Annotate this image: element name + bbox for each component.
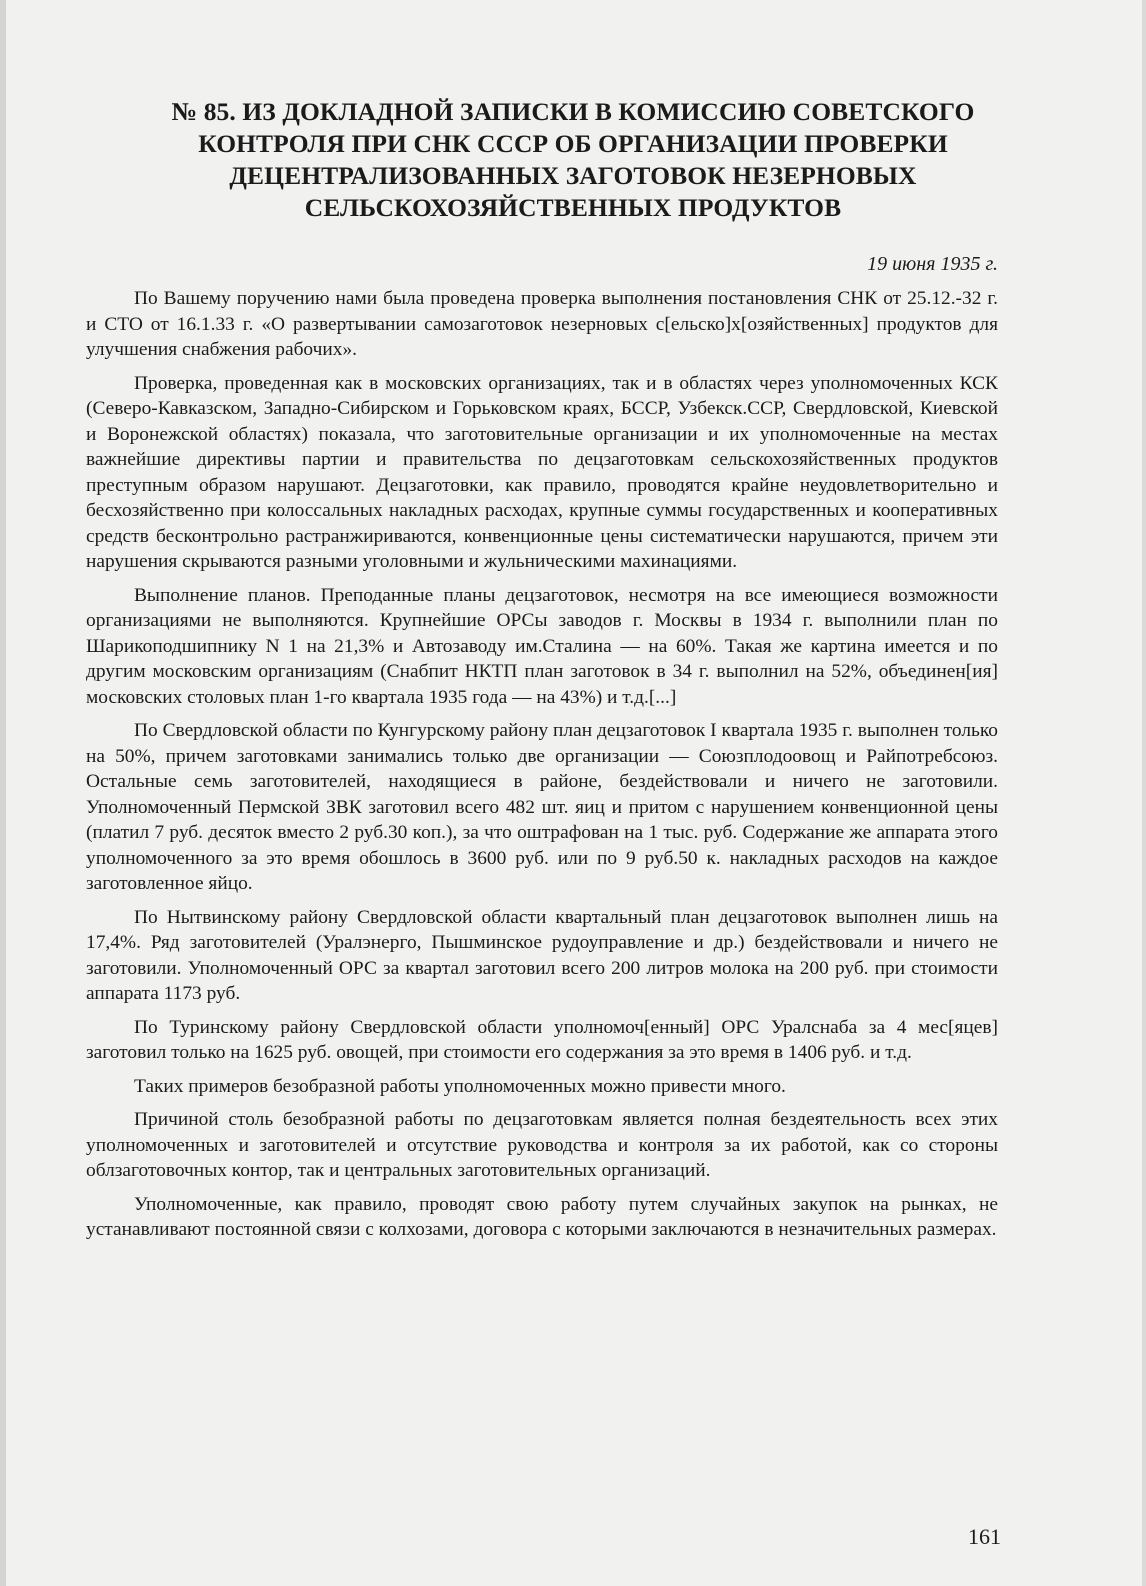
page-edge-left bbox=[0, 0, 6, 1586]
paragraph: По Свердловской области по Кунгурскому району план децзаготовок I квартала 1935 г. выполнен только на 50%, причем заготовками занимались только две организации — Союзплодоовощ и Райпотребсоюз. Остальные семь заготовителей, находящиеся в районе, бездействовали и ничего не заготовили. Уполномоченный Пермской ЗВК заготовил всего 482 шт. яиц и притом с нарушением конвенционной цены (платил 7 руб. десяток вместо 2 руб.30 коп.), за что оштрафован на 1 тыс. руб. Содержание же аппарата этого уполномоченного за это время обошлось в 3600 руб. или по 9 руб.50 к. накладных расходов на каждое заготовленное яйцо. bbox=[86, 720, 998, 894]
paragraph: Причиной столь безобразной работы по децзаготовкам является полная бездеятельность всех этих уполномоченных и заготовителей и отсутствие руководства и контроля за их работой, как со стороны облзаготовочных контор, так и центральных заготовительных организаций. bbox=[86, 1109, 998, 1181]
document-body bbox=[86, 286, 998, 1251]
paragraph: По Нытвинскому району Свердловской области квартальный план децзаготовок выполнен лишь на 17,4%. Ряд заготовителей (Уралэнерго, Пышминское рудоуправление и др.) бездействовали и ничего не заготовили. Уполномоченный ОРС за квартал заготовил всего 200 литров молока на 200 руб. при стоимости аппарата 1173 руб. bbox=[86, 906, 998, 1004]
paragraph: Уполномоченные, как правило, проводят свою работу путем случайных закупок на рынках, не устанавливают постоянной связи с колхозами, договора с которыми заключаются в незначительных размерах. bbox=[86, 1193, 998, 1240]
title-line-4: СЕЛЬСКОХОЗЯЙСТВЕННЫХ ПРОДУКТОВ bbox=[304, 193, 842, 222]
page-number: 161 bbox=[968, 1524, 1001, 1549]
paragraph: Выполнение планов. Преподанные планы децзаготовок, несмотря на все имеющиеся возможности организациями не выполняются. Крупнейшие ОРСы заводов г. Москвы в 1934 г. выполнили план по Шарикоподшипнику N 1 на 21,3% и Автозаводу им.Сталина — на 60%. Такая же картина имеется и по другим московским организациям (Снабпит НКТП план заготовок в 34 г. выполнил на 52%, объединен[ия] московских столовых план 1-го квартала 1935 года — на 43%) и т.д.[...] bbox=[86, 584, 998, 708]
document-title bbox=[80, 96, 1066, 224]
page-edge-right bbox=[1142, 0, 1146, 1586]
title-line-3: ДЕЦЕНТРАЛИЗОВАННЫХ ЗАГОТОВОК НЕЗЕРНОВЫХ bbox=[229, 161, 917, 190]
paragraph: По Вашему поручению нами была проведена проверка выполнения постановления СНК от 25.12.-32 г. и СТО от 16.1.33 г. «О развертывании самозаготовок незерновых с[ельско]х[озяйственных] продуктов для улучшения снабжения рабочих». bbox=[86, 288, 998, 360]
document-date: 19 июня 1935 г. bbox=[867, 253, 998, 275]
paragraph: Проверка, проведенная как в московских организациях, так и в областях через уполномоченных КСК (Северо-Кавказском, Западно-Сибирском и Горьковском краях, БССР, Узбекск.ССР, Свердловской, Киевской и Воронежской областях) показала, что заготовительные организации и их уполномоченные на местах важнейшие директивы партии и правительства по децзаготовкам сельскохозяйственных продуктов преступным образом нарушают. Децзаготовки, как правило, проводятся крайне неудовлетворительно и бесхозяйственно при колоссальных накладных расходах, крупные суммы государственных и кооперативных средств бесконтрольно растранжириваются, конвенционные цены систематически нарушаются, причем эти нарушения скрываются разными уголовными и жульническими махинациями. bbox=[86, 372, 998, 572]
paragraph: По Туринскому району Свердловской области уполномоч[енный] ОРС Уралснаба за 4 мес[яцев] заготовил только на 1625 руб. овощей, при стоимости его содержания за это время в 1406 руб. и т.д. bbox=[86, 1016, 998, 1063]
paragraph: Таких примеров безобразной работы уполномоченных можно привести много. bbox=[134, 1075, 786, 1097]
title-line-2: КОНТРОЛЯ ПРИ СНК СССР ОБ ОРГАНИЗАЦИИ ПРОВЕРКИ bbox=[198, 129, 948, 158]
title-line-1: № 85. ИЗ ДОКЛАДНОЙ ЗАПИСКИ В КОМИССИЮ СОВЕТСКОГО bbox=[171, 97, 975, 126]
